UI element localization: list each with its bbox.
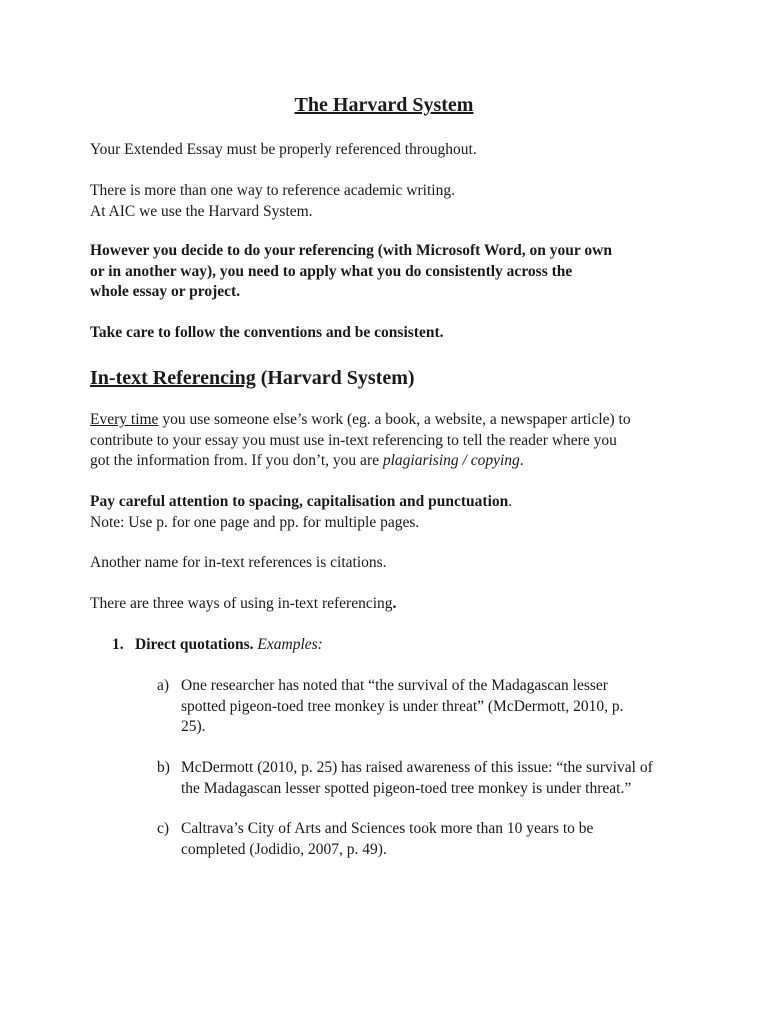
- take-care-paragraph: [90, 323, 690, 344]
- intro-paragraph-1: [90, 140, 690, 161]
- citations-paragraph: [90, 553, 690, 574]
- attention-bold: Pay careful attention to spacing, capitalisation and punctuation: [90, 493, 509, 510]
- list-number: 1.: [112, 636, 124, 653]
- intro-line: At AIC we use the Harvard System.: [90, 202, 313, 220]
- paragraph-line: contribute to your essay you must use in-text referencing to tell the reader where you: [90, 431, 617, 449]
- three-ways-paragraph: [90, 594, 690, 615]
- example-line: completed (Jodidio, 2007, p. 49).: [181, 840, 387, 858]
- section-heading-rest: (Harvard System): [255, 367, 415, 389]
- take-care-text: Take care to follow the conventions and be consistent.: [90, 324, 444, 341]
- example-line: spotted pigeon-toed tree monkey is under threat” (McDermott, 2010, p.: [181, 697, 624, 715]
- example-letter: b): [157, 759, 170, 776]
- example-line: Caltrava’s City of Arts and Sciences took more than 10 years to be: [181, 820, 594, 837]
- example-text: [181, 819, 701, 860]
- list-item-italic: Examples:: [253, 636, 323, 653]
- attention-end: .: [508, 493, 513, 510]
- every-time-underlined: Every time: [90, 411, 159, 428]
- example-letter: c): [157, 820, 170, 837]
- note-text: Note: Use p. for one page and pp. for multiple pages.: [90, 513, 420, 531]
- bold-line: or in another way), you need to apply what you do consistently across the: [90, 262, 573, 280]
- paragraph-line: you use someone else’s work (eg. a book, a website, a newspaper article) to: [158, 411, 631, 428]
- intro-paragraph-2: [90, 181, 690, 222]
- paragraph-end: .: [519, 452, 524, 469]
- page-title: The Harvard System: [294, 94, 474, 116]
- attention-paragraph: [90, 492, 690, 533]
- bold-line: However you decide to do your referencing (with Microsoft Word, on your own: [90, 242, 612, 259]
- list-item-bold: Direct quotations.: [135, 636, 254, 653]
- example-line: the Madagascan lesser spotted pigeon-toed tree monkey is under threat.”: [181, 779, 632, 797]
- example-line: 25).: [181, 718, 206, 735]
- example-text: [181, 758, 711, 799]
- bold-instruction-paragraph: [90, 241, 690, 303]
- every-time-paragraph: [90, 410, 710, 472]
- citations-text: Another name for in-text references is citations.: [90, 554, 387, 571]
- section-heading: [90, 365, 690, 391]
- bold-line: whole essay or project.: [90, 283, 241, 300]
- section-heading-underlined: In-text Referencing: [90, 367, 256, 389]
- example-line: One researcher has noted that “the survival of the Madagascan lesser: [181, 677, 608, 694]
- list-item-text: [135, 635, 735, 656]
- intro-line: There is more than one way to reference academic writing.: [90, 182, 455, 199]
- three-ways-end: .: [392, 595, 397, 612]
- example-letter: a): [157, 677, 170, 694]
- plagiarising-italic: plagiarising / copying: [382, 452, 520, 469]
- example-line: McDermott (2010, p. 25) has raised awareness of this issue: “the survival of: [181, 759, 653, 776]
- intro-text: Your Extended Essay must be properly referenced throughout.: [90, 141, 477, 158]
- paragraph-line: got the information from. If you don’t, you are: [90, 452, 383, 469]
- example-text: [181, 676, 701, 738]
- three-ways-text: There are three ways of using in-text referencing: [90, 595, 393, 612]
